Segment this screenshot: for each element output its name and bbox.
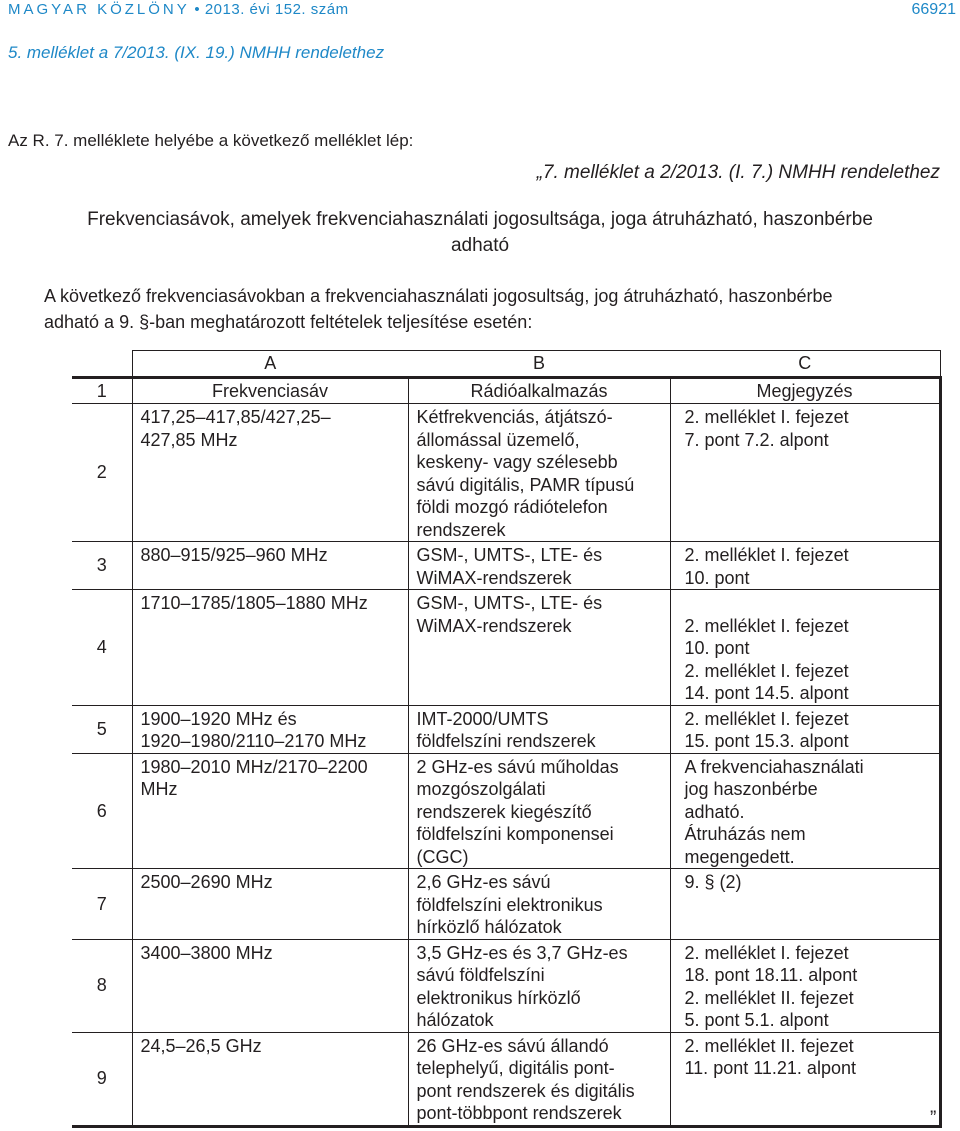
cell-line: 2. melléklet II. fejezet (684, 1035, 854, 1056)
cell-line: GSM-, UMTS-, LTE- és (416, 545, 603, 565)
paragraph-line-1: A következő frekvenciasávokban a frekvenciahasználati jogosultság, jog átruházható, haszonbérbe (44, 286, 833, 306)
header-megjegyzes: Megjegyzés (670, 377, 940, 404)
frequency-band-cell (132, 590, 408, 706)
cell-line: 7. pont 7.2. alpont (684, 429, 829, 450)
journal-title (8, 1, 349, 18)
row-number: 2 (72, 404, 132, 542)
paragraph-line-2: adható a 9. §-ban meghatározott feltételek teljesítése esetén: (44, 312, 533, 332)
cell-line: IMT-2000/UMTS (416, 708, 549, 729)
cell-line: (CGC) (416, 846, 469, 867)
annex-heading: 5. melléklet a 7/2013. (IX. 19.) NMHH rendelethez (8, 43, 385, 62)
cell-line: földfelszíni komponensei (416, 824, 614, 844)
cell-line: 3400–3800 MHz (140, 942, 273, 963)
remark-cell (670, 404, 940, 542)
column-letter-row (72, 351, 940, 378)
cell-line: 1900–1920 MHz és (140, 708, 297, 729)
remark-cell (670, 869, 940, 940)
cell-line: rendszerek (416, 519, 506, 540)
column-letter-b: B (408, 351, 670, 378)
radio-application-cell (408, 753, 670, 869)
cell-line: 24,5–26,5 GHz (140, 1035, 262, 1056)
row-number: 7 (72, 869, 132, 940)
document-title (40, 207, 920, 259)
cell-line: 10. pont (684, 638, 750, 658)
row-number: 3 (72, 542, 132, 590)
cell-line: állomással üzemelő, (416, 429, 580, 450)
frequency-band-cell (132, 1032, 408, 1126)
cell-line: 2. melléklet I. fejezet (684, 407, 849, 427)
empty-corner-cell (72, 351, 132, 378)
header-row (72, 377, 940, 404)
page-number: 66921 (911, 1, 956, 18)
radio-application-cell (408, 542, 670, 590)
table-row (72, 1032, 940, 1126)
column-letter-c: C (670, 351, 940, 378)
cell-line: pont-többpont rendszerek (416, 1103, 622, 1123)
row-number: 1 (72, 377, 132, 404)
frequency-band-cell (132, 869, 408, 940)
cell-line: 417,25–417,85/427,25– (140, 407, 331, 427)
cell-line: 2. melléklet I. fejezet (684, 942, 849, 963)
frequency-band-cell (132, 705, 408, 753)
cell-line: földi mozgó rádiótelefon (416, 497, 608, 517)
frequency-band-cell (132, 753, 408, 869)
radio-application-cell (408, 939, 670, 1032)
table-row (72, 753, 940, 869)
cell-line: 14. pont 14.5. alpont (684, 683, 849, 703)
cell-line: adható. (684, 801, 745, 822)
radio-application-cell (408, 590, 670, 706)
cell-line: 427,85 MHz (140, 429, 238, 450)
cell-line: 3,5 GHz-es és 3,7 GHz-es (416, 942, 628, 963)
remark-cell (670, 939, 940, 1032)
cell-line: 26 GHz-es sávú állandó (416, 1035, 609, 1056)
cell-line: Átruházás nem (684, 824, 806, 844)
radio-application-cell (408, 869, 670, 940)
remark-cell (670, 753, 940, 869)
cell-line: 1710–1785/1805–1880 MHz (140, 593, 368, 613)
header-radioalkalmazas: Rádióalkalmazás (408, 377, 670, 404)
cell-line: 18. pont 18.11. alpont (684, 965, 858, 985)
table-row (72, 542, 940, 590)
cell-line: 9. § (2) (684, 872, 742, 892)
cell-line: 10. pont (684, 567, 750, 588)
remark-cell (670, 542, 940, 590)
row-number: 6 (72, 753, 132, 869)
cell-line: földfelszíni elektronikus (416, 894, 603, 915)
page-header (8, 0, 960, 22)
table-row (72, 404, 940, 542)
cell-line: 2. melléklet I. fejezet (684, 545, 849, 565)
cell-line: sávú digitális, PAMR típusú (416, 474, 635, 495)
cell-line: 11. pont 11.21. alpont (684, 1058, 856, 1078)
table-row (72, 590, 940, 706)
cell-line: WiMAX-rendszerek (416, 615, 572, 636)
remark-cell (670, 705, 940, 753)
row-number: 5 (72, 705, 132, 753)
cell-line: 15. pont 15.3. alpont (684, 731, 849, 751)
cell-line (685, 592, 935, 615)
cell-line: Kétfrekvenciás, átjátszó- (416, 407, 613, 427)
cell-line: 2. melléklet I. fejezet (684, 615, 849, 636)
intro-text: Az R. 7. melléklete helyébe a következő melléklet lép: (8, 131, 414, 150)
journal-issue: • 2013. évi 152. szám (194, 1, 349, 18)
cell-line: A frekvenciahasználati (684, 756, 864, 777)
row-number: 9 (72, 1032, 132, 1126)
cell-line: GSM-, UMTS-, LTE- és (416, 593, 603, 613)
journal-name: MAGYAR KÖZLÖNY (8, 1, 190, 18)
cell-line: 5. pont 5.1. alpont (684, 1010, 829, 1030)
header-frekvenciasav: Frekvenciasáv (132, 377, 408, 404)
frequency-band-cell (132, 939, 408, 1032)
cell-line: 880–915/925–960 MHz (140, 545, 328, 565)
cell-line: 1980–2010 MHz/2170–2200 (140, 756, 368, 777)
cell-line: telephelyű, digitális pont- (416, 1058, 615, 1078)
cell-line: 2. melléklet II. fejezet (684, 987, 854, 1008)
cell-line: 2. melléklet I. fejezet (684, 660, 849, 681)
radio-application-cell (408, 1032, 670, 1126)
table-row (72, 705, 940, 753)
cell-line: rendszerek kiegészítő (416, 801, 592, 822)
remark-cell (670, 590, 940, 706)
radio-application-cell (408, 404, 670, 542)
cell-line: hálózatok (416, 1010, 494, 1030)
cell-line: 2 GHz-es sávú műholdas (416, 756, 619, 777)
cell-line: 2. melléklet I. fejezet (684, 708, 849, 729)
closing-quote: ” (930, 1108, 937, 1129)
cell-line: földfelszíni rendszerek (416, 731, 596, 751)
cell-line: megengedett. (684, 846, 795, 867)
table-row (72, 869, 940, 940)
cell-line: elektronikus hírközlő (416, 987, 581, 1008)
cell-line: WiMAX-rendszerek (416, 567, 572, 588)
table-body (72, 351, 940, 1127)
table-row (72, 939, 940, 1032)
title-line-2: adható (450, 235, 510, 256)
cell-line: mozgószolgálati (416, 779, 546, 799)
cell-line: jog haszonbérbe (684, 779, 818, 799)
cell-line: pont rendszerek és digitális (416, 1080, 635, 1101)
row-number: 4 (72, 590, 132, 706)
cell-line: sávú földfelszíni (416, 965, 545, 985)
radio-application-cell (408, 705, 670, 753)
cell-line: keskeny- vagy szélesebb (416, 452, 618, 472)
cell-line: 2,6 GHz-es sávú (416, 872, 551, 892)
cell-line: MHz (140, 779, 178, 799)
cell-line: 1920–1980/2110–2170 MHz (140, 731, 367, 751)
title-line-1: Frekvenciasávok, amelyek frekvenciahasználati jogosultsága, joga átruházható, haszonbérbe (87, 209, 873, 230)
intro-paragraph (44, 283, 914, 335)
cell-line: 2500–2690 MHz (140, 872, 273, 892)
remark-cell (670, 1032, 940, 1126)
frequency-band-cell (132, 542, 408, 590)
cell-line: hírközlő hálózatok (416, 917, 562, 937)
row-number: 8 (72, 939, 132, 1032)
frequency-band-cell (132, 404, 408, 542)
frequency-table (72, 350, 942, 1128)
column-letter-a: A (132, 351, 408, 378)
quoted-annex-title: „7. melléklet a 2/2013. (I. 7.) NMHH rendelethez (536, 162, 940, 183)
